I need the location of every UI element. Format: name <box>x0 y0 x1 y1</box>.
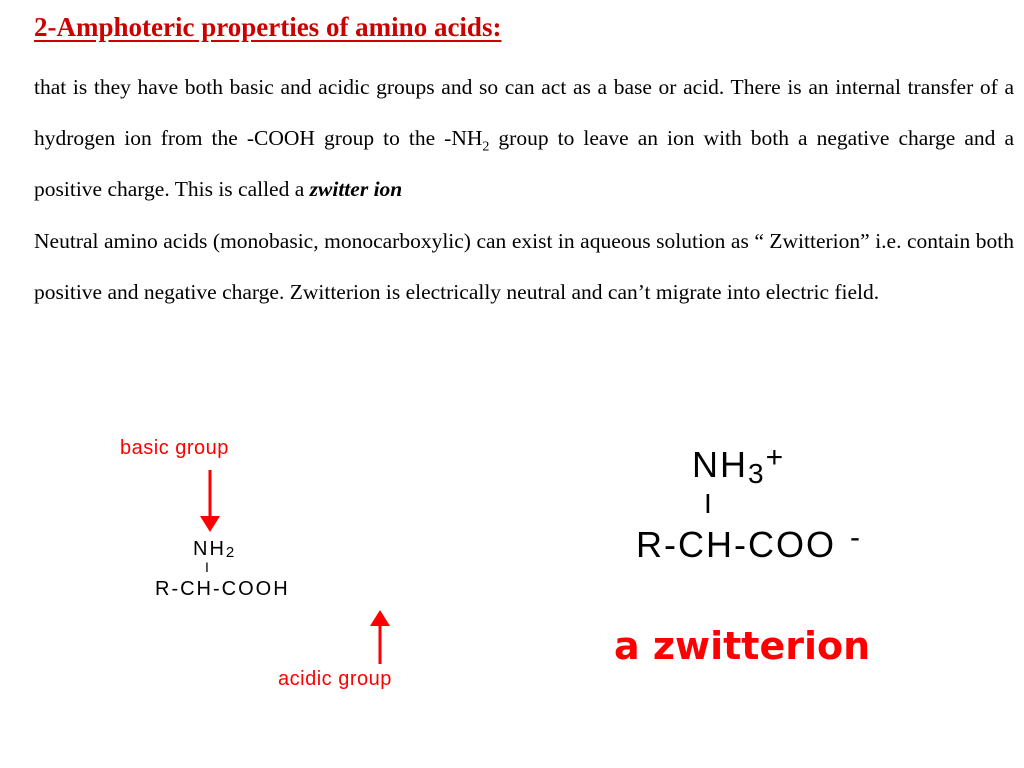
acidic-group-label: acidic group <box>278 668 392 690</box>
para1-text-a: that is they have both basic and acidic groups and so can act as a base or acid. There is an internal transfer of a hydrogen ion from the -COOH group to the -NH <box>34 75 1014 151</box>
left-nh-subscript: 2 <box>225 544 237 561</box>
left-nh-text: NH <box>193 538 226 560</box>
left-main-chain: R-CH-COOH <box>155 578 290 600</box>
right-nh-text: NH <box>692 444 748 485</box>
right-main-chain <box>636 521 862 566</box>
para1-subscript: 2 <box>482 139 490 155</box>
right-negative-charge: - <box>849 521 862 554</box>
acidic-group-arrow <box>370 610 390 664</box>
right-nh-subscript: 3 <box>748 458 766 489</box>
left-bond: I <box>205 559 211 575</box>
paragraph-zwitterion: Neutral amino acids (monobasic, monocarboxylic) can exist in aqueous solution as “ Zwitterion” i.e. contain both positive and negative charge. Zwitterion is electrically neutral and can’t migrate into electric field. <box>34 228 1014 304</box>
para1-text-b: group to leave an ion with both a negative charge and a positive charge. This is called a <box>34 126 1014 202</box>
basic-group-label: basic group <box>120 437 229 459</box>
left-amino-group <box>193 538 236 561</box>
basic-group-arrow <box>200 470 220 532</box>
zwitter-ion-term: zwitter ion <box>309 177 403 202</box>
right-bond: I <box>704 488 714 519</box>
slide-title: 2-Amphoteric properties of amino acids: <box>34 12 502 42</box>
right-positive-charge: + <box>765 441 786 474</box>
right-amino-group <box>692 441 786 489</box>
right-chain-text: R-CH-COO <box>636 524 836 565</box>
zwitterion-caption: a zwitterion <box>614 624 871 668</box>
